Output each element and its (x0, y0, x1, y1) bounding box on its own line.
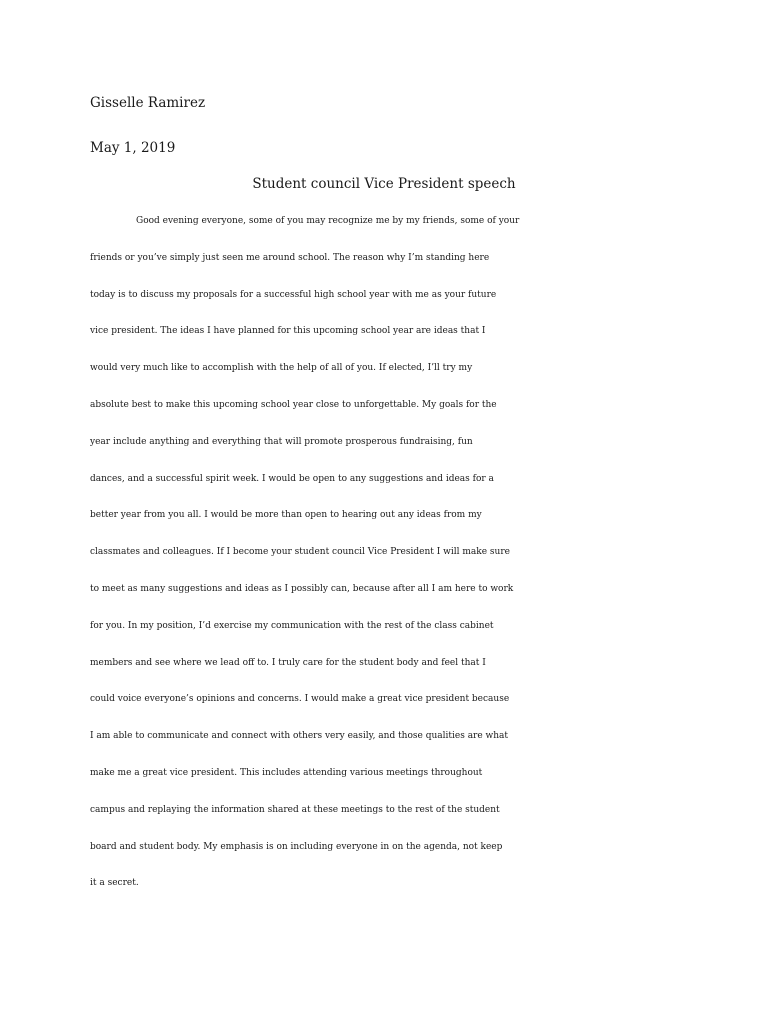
body-line: for you. In my position, I’d exercise my communication with the rest of the class cabinet (90, 620, 494, 631)
body-line: would very much like to accomplish with the help of all of you. If elected, I’ll try my (90, 363, 473, 374)
body-line: vice president. The ideas I have planned for this upcoming school year are ideas that I (90, 326, 486, 337)
body-line: classmates and colleagues. If I become your student council Vice President I will make sure (90, 547, 510, 558)
document-date: May 1, 2019 (90, 140, 176, 156)
body-line: members and see where we lead off to. I truly care for the student body and feel that I (90, 657, 486, 668)
body-line: dances, and a successful spirit week. I would be open to any suggestions and ideas for a (90, 473, 494, 484)
body-line: I am able to communicate and connect with others very easily, and those qualities are what (90, 731, 509, 742)
body-line: absolute best to make this upcoming school year close to unforgettable. My goals for the (90, 399, 497, 410)
body-line: make me a great vice president. This includes attending various meetings throughout (90, 767, 483, 778)
document-title: Student council Vice President speech (252, 176, 516, 192)
body-line: it a secret. (90, 878, 139, 889)
body-line: could voice everyone’s opinions and concerns. I would make a great vice president because (90, 694, 510, 705)
body-line: board and student body. My emphasis is on including everyone in on the agenda, not keep (90, 841, 503, 852)
body-line: to meet as many suggestions and ideas as I possibly can, because after all I am here to work (90, 583, 514, 594)
author-name: Gisselle Ramirez (90, 95, 206, 111)
body-line: today is to discuss my proposals for a successful high school year with me as your future (90, 289, 497, 300)
body-line: friends or you’ve simply just seen me around school. The reason why I’m standing here (90, 252, 490, 263)
body-line: campus and replaying the information shared at these meetings to the rest of the student (90, 804, 500, 815)
body-line: Good evening everyone, some of you may recognize me by my friends, some of your (136, 216, 520, 226)
speech-body (90, 211, 690, 910)
body-line: year include anything and everything that will promote prosperous fundraising, fun (90, 436, 473, 447)
body-line: better year from you all. I would be more than open to hearing out any ideas from my (90, 510, 482, 521)
